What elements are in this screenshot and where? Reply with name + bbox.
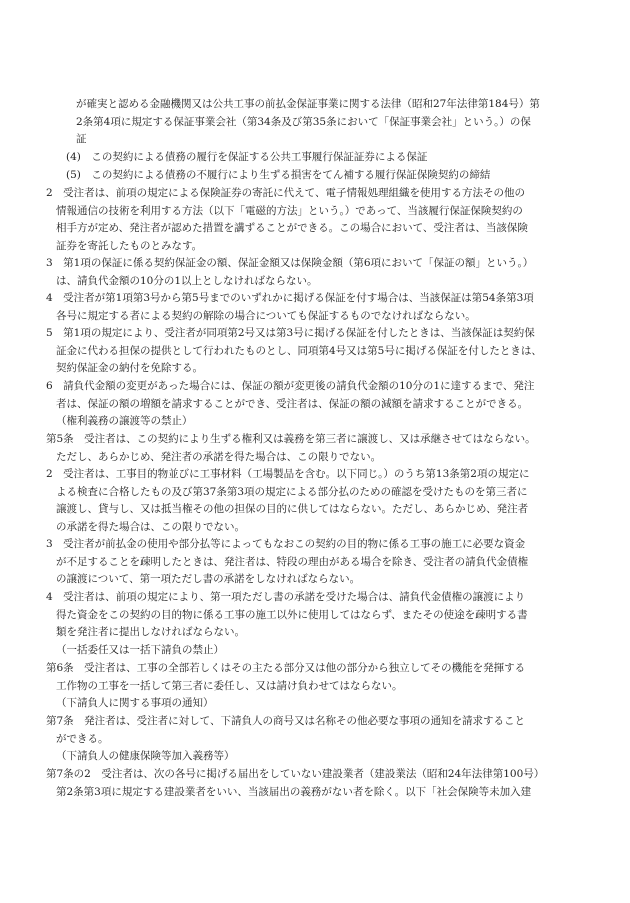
text-line: が不足することを疎明したときは、発注者は、特段の理由がある場合を除き、受注者の請負代金債権: [56, 555, 529, 568]
paragraph-art5-2: [46, 466, 594, 536]
text-line: 第2条第3項に規定する建設業者をいい、当該届出の義務がない者を除く。以下「社会保険等未加入建: [56, 785, 532, 798]
paragraph-art4-5: [46, 325, 594, 378]
paragraph-art6-1: [46, 660, 594, 695]
heading-art6: [56, 642, 604, 660]
text-line: 契約保証金の納付を免除する。: [56, 362, 203, 374]
paragraph-art5-4: [46, 589, 594, 642]
text-line: 3 受注者が前払金の使用や部分払等によってもなおこの契約の目的物に係る工事の施工に必要な資金: [46, 538, 526, 550]
section-heading: （一括委任又は一括下請負の禁止）: [56, 644, 224, 656]
text-line: 証券を寄託したものとみなす。: [56, 239, 203, 252]
paragraph-art7-2-1: [46, 766, 594, 801]
text-line: 各号に規定する者による契約の解除の場合についても保証するものでなければならない。: [56, 309, 476, 322]
section-heading: （権利義務の譲渡等の禁止）: [56, 415, 193, 427]
paragraph-art4-2: [46, 185, 594, 255]
text-line: 2条第4項に規定する保証事業会社（第34条及び第35条において「保証事業会社」という。）の保: [76, 115, 531, 128]
text-line: 第5条 受注者は、この契約により生ずる権利又は義務を第三者に譲渡し、又は承継させてはならない。: [46, 433, 536, 445]
text-line: ができる。: [56, 732, 109, 745]
paragraph-art4-4: [46, 290, 594, 325]
text-line: よる検査に合格したもの及び第37条第3項の規定による部分払のための確認を受けたものを第三者に: [56, 485, 528, 498]
text-line: ただし、あらかじめ、発注者の承諾を得た場合は、この限りでない。: [56, 450, 382, 463]
section-heading: （下請負人に関する事項の通知）: [56, 697, 214, 709]
heading-art5: [56, 413, 604, 431]
text-line: 5 第1項の規定により、受注者が同項第2号又は第3号に掲げる保証を付したときは、当該保証は契約保: [46, 327, 535, 339]
text-line: 2 受注者は、前項の規定による保険証券の寄託に代えて、電子情報処理組織を使用する方法その他の: [46, 187, 525, 199]
item-5: [66, 167, 614, 185]
item-3-continuation: [76, 96, 624, 149]
section-heading: （下請負人の健康保険等加入義務等）: [56, 750, 235, 762]
text-line: 情報通信の技術を利用する方法（以下「電磁的方法」という。）であって、当該履行保証保険契約の: [56, 204, 523, 217]
text-line: 3 第1項の保証に係る契約保証金の額、保証金額又は保険金額（第6項において「保証の額」という。）: [46, 257, 534, 269]
heading-art7: [56, 695, 604, 713]
text-line: 譲渡し、貸与し、又は抵当権その他の担保の目的に供してはならない。ただし、あらかじめ、発注者: [56, 503, 529, 515]
text-line: 第6条 受注者は、工事の全部若しくはその主たる部分又は他の部分から独立してその機能を発揮する: [46, 662, 526, 674]
paragraph-art7-1: [46, 713, 594, 748]
text-line: 者は、保証の額の増額を請求することができ、受注者は、保証の額の減額を請求することができる。: [56, 397, 529, 410]
paragraph-art4-6: [46, 378, 594, 413]
heading-art7-2: [56, 748, 604, 766]
text-line: が確実と認める金融機関又は公共工事の前払金保証事業に関する法律（昭和27年法律第184号）第: [76, 98, 540, 110]
text-line: 証: [76, 133, 87, 145]
paragraph-art4-3: [46, 255, 594, 290]
text-line: 得た資金をこの契約の目的物に係る工事の施工以外に使用してはならず、またその使途を疎明する書: [56, 608, 528, 621]
text-line: (5) この契約による債務の不履行により生ずる損害をてん補する履行保証保険契約の締結: [66, 169, 491, 181]
text-line: の承諾を得た場合は、この限りでない。: [56, 520, 245, 533]
text-line: 2 受注者は、工事目的物並びに工事材料（工場製品を含む。以下同じ。）のうち第13条第2項の規定に: [46, 468, 530, 480]
text-line: 第7条の2 受注者は、次の各号に掲げる届出をしていない建設業者（建設業法（昭和24年法律第100号）: [46, 768, 545, 780]
text-line: 4 受注者は、前項の規定により、第一項ただし書の承諾を受けた場合は、請負代金債権の譲渡により: [46, 591, 526, 603]
text-line: 第7条 発注者は、受注者に対して、下請負人の商号又は名称その他必要な事項の通知を請求すること: [46, 715, 525, 727]
text-line: 6 請負代金額の変更があった場合には、保証の額が変更後の請負代金額の10分の1に達するまで、発注: [46, 380, 535, 392]
paragraph-art5-3: [46, 536, 594, 589]
text-line: 証金に代わる担保の提供として行われたものとし、同項第4号又は第5号に掲げる保証を付したときは、: [56, 344, 542, 357]
text-line: 4 受注者が第1項第3号から第5号までのいずれかに掲げる保証を付す場合は、当該保証は第54条第3項: [46, 292, 534, 304]
text-line: の譲渡について、第一項ただし書の承諾をしなければならない。: [56, 573, 361, 585]
item-4: [66, 149, 614, 167]
text-line: 類を発注者に提出しなければならない。: [56, 626, 245, 638]
paragraph-art5-1: [46, 431, 594, 466]
text-line: (4) この契約による債務の履行を保証する公共工事履行保証証券による保証: [66, 151, 428, 163]
text-line: 工作物の工事を一括して第三者に委任し、又は請け負わせてはならない。: [56, 679, 403, 692]
text-line: は、請負代金額の10分の1以上としなければならない。: [56, 274, 318, 287]
text-line: 相手方が定め、発注者が認めた措置を講ずることができる。この場合において、受注者は、当該保険: [56, 222, 528, 234]
